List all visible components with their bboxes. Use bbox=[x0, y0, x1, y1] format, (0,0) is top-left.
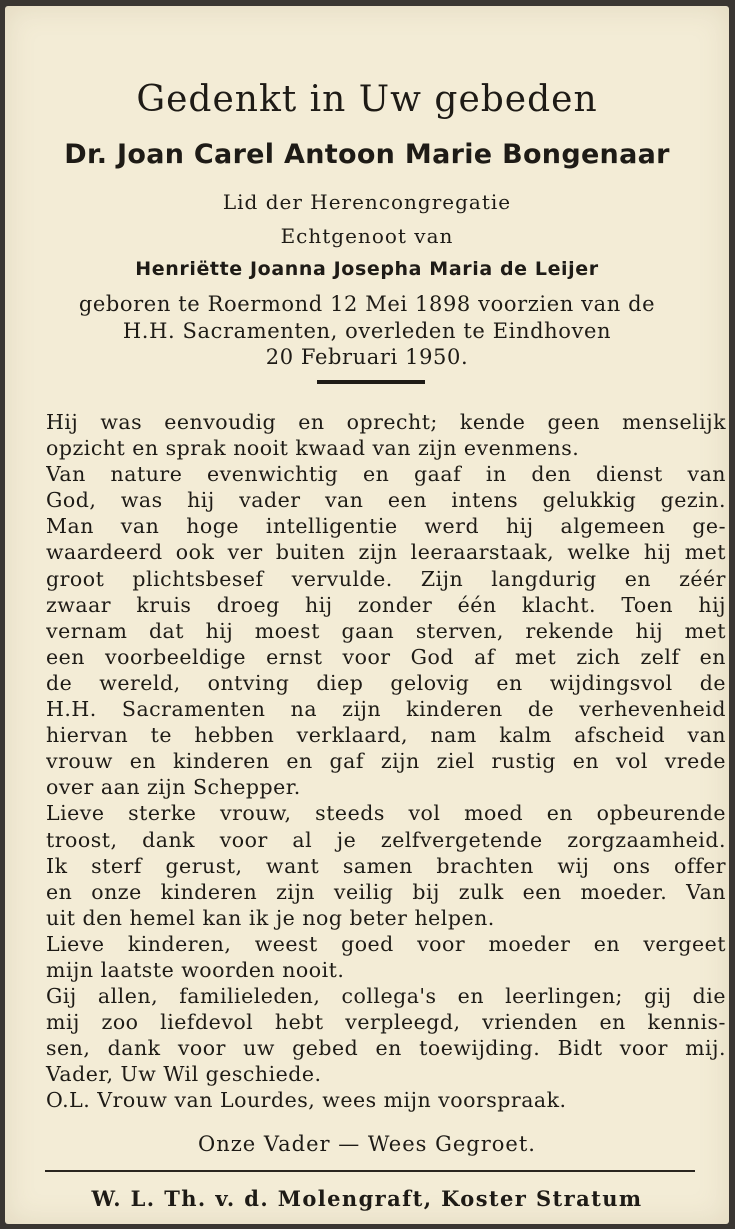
text-line: Lieve sterke vrouw, steeds vol moed en opbeurende bbox=[46, 801, 726, 826]
text-line: Vader, Uw Wil geschiede. bbox=[46, 1062, 322, 1087]
text-line: Van nature evenwichtig en gaaf in den dienst van bbox=[46, 462, 726, 487]
text-line: de wereld, ontving diep gelovig en wijdingsvol de bbox=[46, 670, 726, 695]
memorial-card bbox=[5, 6, 729, 1224]
text-line: over aan zijn Schepper. bbox=[46, 775, 301, 800]
birth-line-3: 20 Februari 1950. bbox=[265, 345, 469, 369]
printer-credit: W. L. Th. v. d. Molengraft, Koster Stratum bbox=[91, 1186, 643, 1211]
text-line: en onze kinderen zijn veilig bij zulk een moeder. Van bbox=[46, 879, 726, 904]
text-line: zwaar kruis droeg hij zonder één klacht. Toen hij bbox=[46, 592, 726, 617]
text-line: Man van hoge intelligentie werd hij algemeen ge- bbox=[46, 514, 726, 539]
text-line: sen, dank voor uw gebed en toewijding. Bidt voor mij. bbox=[46, 1036, 726, 1061]
footer-divider bbox=[45, 1170, 695, 1172]
text-line: Lieve kinderen, weest goed voor moeder en vergeet bbox=[46, 931, 726, 956]
text-line: Hij was eenvoudig en oprecht; kende geen menselijk bbox=[46, 410, 726, 434]
text-line: waardeerd ook ver buiten zijn leeraarstaak, welke hij met bbox=[46, 540, 726, 565]
text-line: groot plichtsbesef vervulde. Zijn langdurig en zéér bbox=[46, 566, 726, 591]
card-title: Gedenkt in Uw gebeden bbox=[136, 79, 598, 120]
text-line: God, was hij vader van een intens gelukkig gezin. bbox=[46, 488, 726, 513]
spouse-name: Henriëtte Joanna Josepha Maria de Leijer bbox=[135, 258, 599, 280]
deceased-name: Dr. Joan Carel Antoon Marie Bongenaar bbox=[64, 139, 670, 170]
birth-line-2: H.H. Sacramenten, overleden te Eindhoven bbox=[122, 319, 612, 343]
birth-line-1: geboren te Roermond 12 Mei 1898 voorzien van de bbox=[78, 292, 656, 316]
membership-line: Lid der Herencongregatie bbox=[222, 190, 512, 214]
text-line: opzicht en sprak nooit kwaad van zijn evenmens. bbox=[46, 436, 580, 461]
spouse-intro: Echtgenoot van bbox=[280, 224, 454, 248]
text-line: hiervan te hebben verklaard, nam kalm afscheid van bbox=[46, 723, 726, 748]
text-line: uit den hemel kan ik je nog beter helpen. bbox=[46, 905, 495, 930]
memorial-text bbox=[46, 409, 726, 1114]
text-line: O.L. Vrouw van Lourdes, wees mijn voorspraak. bbox=[46, 1088, 567, 1113]
text-line: H.H. Sacramenten na zijn kinderen de verhevenheid bbox=[46, 697, 726, 722]
text-line: een voorbeeldige ernst voor God af met zich zelf en bbox=[46, 644, 726, 669]
text-line: troost, dank voor al je zelfvergetende zorgzaamheid. bbox=[46, 827, 726, 852]
text-line: mij zoo liefdevol hebt verpleegd, vrienden en kennis- bbox=[46, 1010, 726, 1035]
text-line: Gij allen, familieleden, collega's en leerlingen; gij die bbox=[46, 984, 726, 1009]
divider-rule bbox=[317, 380, 425, 384]
text-line: mijn laatste woorden nooit. bbox=[46, 957, 345, 982]
closing-prayer: Onze Vader — Wees Gegroet. bbox=[198, 1132, 536, 1156]
text-line: vrouw en kinderen en gaf zijn ziel rustig en vol vrede bbox=[46, 749, 726, 774]
text-line: Ik sterf gerust, want samen brachten wij ons offer bbox=[46, 853, 726, 878]
text-line: vernam dat hij moest gaan sterven, rekende hij met bbox=[46, 618, 726, 643]
